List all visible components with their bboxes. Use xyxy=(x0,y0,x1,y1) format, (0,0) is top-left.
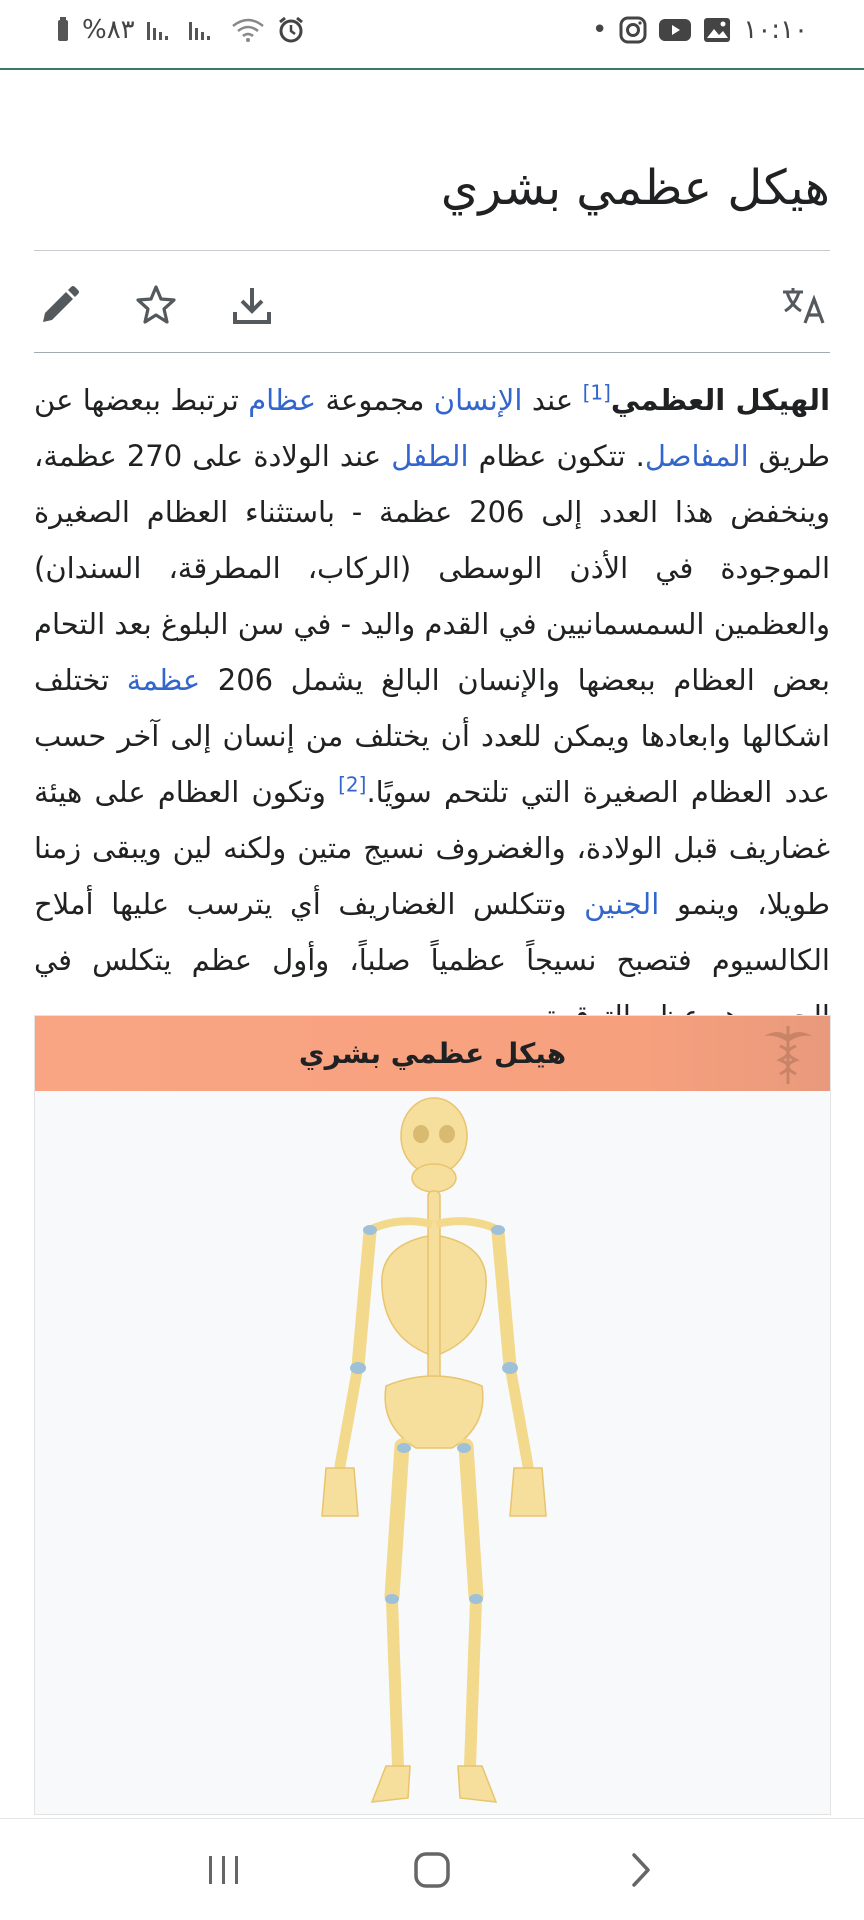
article-term: الهيكل العظمي xyxy=(610,383,831,417)
text-span: مجموعة xyxy=(316,383,434,417)
reference-2-link[interactable]: [2] xyxy=(338,772,367,797)
watch-star-button[interactable] xyxy=(130,279,182,331)
toolbar-divider xyxy=(34,352,830,353)
article-paragraph xyxy=(34,372,830,1044)
youtube-icon xyxy=(659,18,691,42)
caduceus-icon xyxy=(758,1022,818,1086)
infobox xyxy=(34,1015,831,1815)
link-human[interactable]: الإنسان xyxy=(433,383,523,417)
skeleton-image[interactable] xyxy=(35,1096,831,1815)
status-right xyxy=(592,15,808,45)
star-icon xyxy=(134,283,178,327)
text-span: ترتبط ببعضها عن طريق xyxy=(34,383,831,473)
back-button[interactable] xyxy=(600,1840,680,1900)
text-span: تختلف اشكالها وابعادها ويمكن للعدد أن يختلف من إنسان إلى آخر حسب عدد العظام الصغيرة التي تلتحم سويًا. xyxy=(34,663,831,809)
home-icon xyxy=(413,1851,451,1889)
battery-icon xyxy=(56,17,70,43)
article-toolbar xyxy=(34,270,830,340)
battery-text: %٨٣ xyxy=(82,15,135,45)
page-title: هيكل عظمي بشري xyxy=(440,160,830,216)
reference-1-link[interactable]: [1] xyxy=(582,380,611,405)
edit-button[interactable] xyxy=(34,279,86,331)
recents-icon xyxy=(206,1853,242,1887)
status-bar xyxy=(0,0,864,60)
link-child[interactable]: الطفل xyxy=(391,439,469,473)
infobox-title: هيكل عظمي بشري xyxy=(298,1037,567,1070)
link-fetus[interactable]: الجنين xyxy=(584,887,660,921)
notification-dot: • xyxy=(592,15,608,45)
download-icon xyxy=(231,284,273,326)
loading-progress-bar xyxy=(0,68,864,70)
link-bone[interactable]: عظمة xyxy=(126,663,201,697)
status-left xyxy=(56,15,305,45)
alarm-icon xyxy=(277,16,305,44)
clock-text: ١٠:١٠ xyxy=(743,15,808,45)
link-joints[interactable]: المفاصل xyxy=(644,439,749,473)
title-divider xyxy=(34,250,830,251)
android-nav-bar xyxy=(0,1818,864,1920)
signal-icon-2 xyxy=(189,18,219,42)
text-span: عند الولادة على 270 عظمة، وينخفض هذا العدد إلى 206 عظمة - باستثناء العظام الصغيرة الموجودة في الأذن الوسطى (الركاب، المطرقة، السندان) والعظمين السمسمانيين في القدم واليد - في سن البلوغ بعد التحام بعض العظام ببعضها والإنسان البالغ يشمل 206 xyxy=(34,439,830,697)
instagram-icon xyxy=(619,16,647,44)
language-button[interactable] xyxy=(778,279,830,331)
recents-button[interactable] xyxy=(184,1840,264,1900)
wifi-icon xyxy=(231,17,265,43)
link-bones[interactable]: عظام xyxy=(248,383,317,417)
edit-icon xyxy=(39,284,81,326)
signal-icon xyxy=(147,18,177,42)
back-icon xyxy=(626,1851,654,1889)
download-button[interactable] xyxy=(226,279,278,331)
translate-icon xyxy=(781,285,827,325)
text-span: عند xyxy=(522,383,583,417)
gallery-icon xyxy=(703,17,731,43)
text-span: وتتكلس الغضاريف أي يترسب عليها أملاح الكالسيوم فتصبح نسيجاً عظمياً صلباً، وأول عظم يتكلس في xyxy=(34,887,830,977)
text-span: . تتكون عظام xyxy=(468,439,645,473)
home-button[interactable] xyxy=(392,1840,472,1900)
toolbar-left-group xyxy=(34,279,278,331)
skeleton-illustration xyxy=(274,1096,594,1815)
text-span: وتكون العظام على هيئة غضاريف قبل الولادة، والغضروف نسيج متين ولكنه لين ويبقى زمنا طويلا، وينمو xyxy=(34,775,831,921)
infobox-header xyxy=(35,1016,830,1091)
